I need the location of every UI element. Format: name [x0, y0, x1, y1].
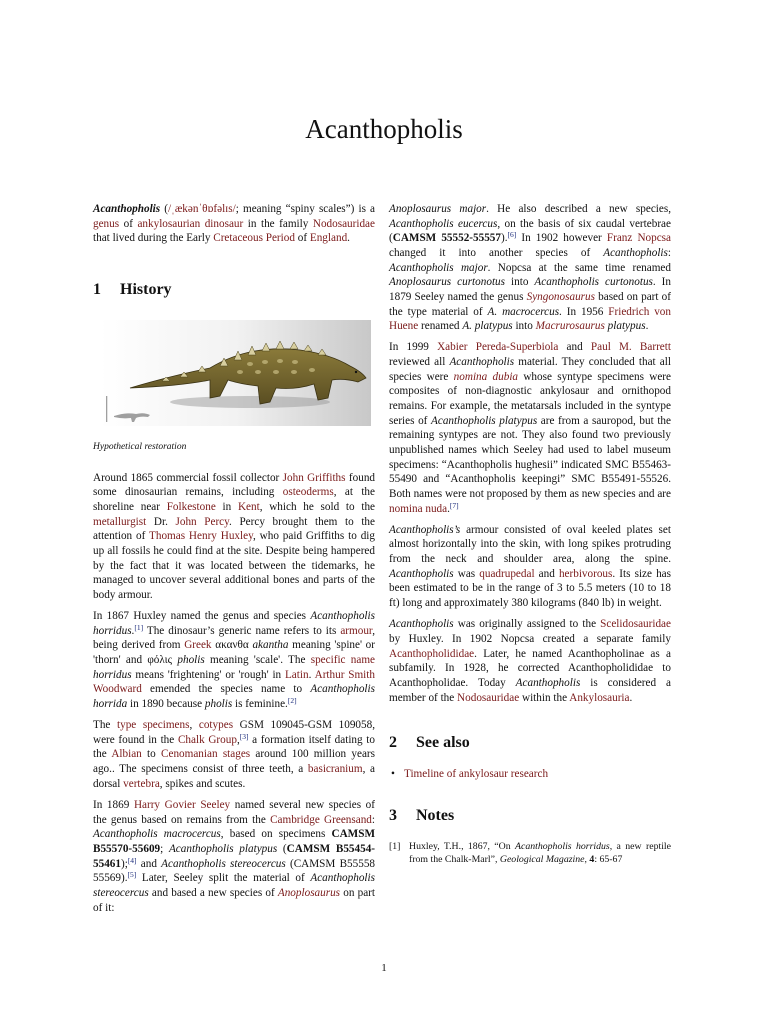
- link-arthur-smith-woodward[interactable]: Arthur Smith Woodward: [93, 668, 375, 696]
- link-syngonosaurus[interactable]: Syngonosaurus: [526, 290, 595, 303]
- left-column: [93, 202, 375, 922]
- citation-5[interactable]: [5]: [127, 870, 137, 880]
- right-paragraph-3: Acanthopholis’s armour consisted of oval keeled plates set almost horizontally into the skin, with long spikes protruding from the neck and shoulder area, along the spine. Acanthopholis was quadrupedal and herbivorous. Its size has been estimated to be in the range of 3 to 5.5 meters (10 to 18 ft) long and approximately 380 kilograms (840 lb) in weight.: [389, 523, 672, 610]
- link-franz-nopcsa[interactable]: Franz Nopcsa: [606, 232, 671, 245]
- section-heading-notes: 3 Notes: [389, 806, 455, 824]
- link-type-specimens[interactable]: type specimens: [117, 719, 190, 732]
- link-quadrupedal[interactable]: quadrupedal: [479, 567, 535, 580]
- intro-paragraph: Acanthopholis (/ˌækənˈθɒfəlɪs/; meaning “spiny scales”) is a genus of ankylosaurian dinosaur in the family Nodosauridae that lived during the Early Cretaceous Period of England.: [93, 203, 375, 245]
- link-xabier-pereda-superbiola[interactable]: Xabier Pereda-Superbiola: [437, 341, 559, 354]
- link-armour[interactable]: armour: [340, 624, 373, 637]
- citation-2[interactable]: [2]: [287, 695, 297, 705]
- right-paragraph-1: Anoplosaurus major. He also described a new species, Acanthopholis eucercus, on the basis of six caudal vertebrae (CAMSM 55552-55557).[6] In 1902 however Franz Nopcsa changed it into another species of Acanthopholis: Acanthopholis major. Nopcsa at the same time renamed Anoplosaurus curtonotus into Acanthopholis curtonotus. In 1879 Seeley named the genus Syngonosaurus based on part of the type material of A. macrocercus. In 1956 Friedrich von Huene renamed A. platypus into Macrurosaurus platypus.: [389, 203, 672, 333]
- link-john-percy[interactable]: John Percy: [175, 515, 230, 528]
- history-paragraph-4: In 1869 Harry Govier Seeley named several new species of the genus based on remains from the Cambridge Greensand: Acanthopholis macrocercus, based on specimens CAMSM B55570-55609; Acanthopholis platypus (CAMSM B55454-55461);[4] and Acanthopholis stereocercus (CAMSM B55558 55569).[5] Later, Seeley split the material of Acanthopholis stereocercus and based a new species of Anoplosaurus on part of it:: [93, 798, 376, 914]
- link-genus[interactable]: genus: [93, 217, 120, 230]
- citation-1[interactable]: [1]: [134, 622, 144, 632]
- link-herbivorous[interactable]: herbivorous: [558, 567, 613, 580]
- history-paragraph-2: In 1867 Huxley named the genus and species Acanthopholis horridus.[1] The dinosaur’s generic name refers to its armour, being derived from Greek ακανθα akantha meaning 'spine' or 'thorn' and φόλις pholis meaning 'scale'. The specific name horridus means 'frightening' or 'rough' in Latin. Arthur Smith Woodward emended the species name to Acanthopholis horrida in 1890 because pholis is feminine.[2]: [93, 610, 376, 710]
- reference-1: [389, 840, 671, 867]
- link-harry-govier-seeley[interactable]: Harry Govier Seeley: [133, 798, 231, 811]
- link-cretaceous[interactable]: Cretaceous Period: [213, 232, 295, 245]
- link-albian[interactable]: Albian: [111, 748, 142, 761]
- link-chalk-group[interactable]: Chalk Group: [177, 733, 237, 746]
- section-heading-see-also: 2 See also: [389, 734, 470, 752]
- link-thomas-henry-huxley[interactable]: Thomas Henry Huxley: [149, 530, 253, 543]
- link-paul-m-barrett[interactable]: Paul M. Barrett: [590, 341, 671, 354]
- link-cenomanian-stages[interactable]: Cenomanian stages: [161, 748, 251, 761]
- citation-7[interactable]: [7]: [449, 500, 459, 510]
- link-ankylosaurian[interactable]: ankylosaurian dinosaur: [137, 217, 244, 230]
- link-nomina-nuda[interactable]: nomina nuda: [389, 502, 448, 515]
- link-nodosauridae-2[interactable]: Nodosauridae: [457, 691, 520, 704]
- right-paragraph-4: Acanthopholis was originally assigned to the Scelidosauridae by Huxley. In 1902 Nopcsa created a separate family Acanthopholididae. Later, he named Acanthopholinae as a subfamily. In 1928, he corrected Acanthopholididae to Acanthopholidae. Today Acanthopholis is considered a member of the Nodosauridae within the Ankylosauria.: [389, 618, 671, 704]
- link-nodosauridae[interactable]: Nodosauridae: [312, 217, 375, 230]
- article-name: Acanthopholis: [93, 203, 161, 215]
- reference-text: Huxley, T.H., 1867, “On Acanthopholis horridus, a new reptile from the Chalk-Marl”, Geological Magazine, 4: 65-67: [409, 840, 671, 866]
- link-greek[interactable]: Greek: [184, 639, 212, 652]
- page-title: Acanthopholis: [305, 114, 463, 144]
- pronunciation-link[interactable]: /ˌækənˈθɒfəlɪs/: [168, 203, 236, 215]
- list-item: [404, 767, 671, 782]
- link-kent[interactable]: Kent: [237, 500, 260, 513]
- link-nomina-dubia[interactable]: nomina dubia: [453, 370, 519, 383]
- link-cotypes[interactable]: cotypes: [198, 719, 234, 732]
- link-cambridge-greensand[interactable]: Cambridge Greensand: [270, 813, 372, 826]
- link-basicranium[interactable]: basicranium: [307, 763, 363, 776]
- link-latin[interactable]: Latin: [284, 668, 309, 681]
- right-column: [389, 202, 671, 867]
- link-macrurosaurus[interactable]: Macrurosaurus: [535, 320, 605, 333]
- link-metallurgist[interactable]: metallurgist: [93, 515, 147, 528]
- link-acanthopholididae[interactable]: Acanthopholididae: [389, 647, 475, 660]
- citation-3[interactable]: [3]: [239, 731, 249, 741]
- figure-caption: Hypothetical restoration: [93, 441, 187, 452]
- link-scelidosauridae[interactable]: Scelidosauridae: [600, 618, 671, 631]
- link-england[interactable]: England: [309, 232, 348, 245]
- see-also-list: [389, 767, 671, 782]
- page-number: 1: [381, 962, 387, 974]
- link-specific-name[interactable]: specific name: [310, 654, 376, 666]
- history-paragraph-1: Around 1865 commercial fossil collector John Griffiths found some dinosaurian remains, including osteoderms, at the shoreline near Folkestone in Kent, which he sold to the metallurgist Dr. John Percy. Percy brought them to the attention of Thomas Henry Huxley, who paid Griffiths to dig up all fossils he could find at the site. Despite being hampered by the fact that it was located between the tidemarks, he managed to uncover several additional bones and parts of the body armour.: [93, 471, 376, 601]
- citation-6[interactable]: [6]: [507, 230, 517, 240]
- link-anoplosaurus[interactable]: Anoplosaurus: [277, 886, 341, 899]
- link-friedrich-von-huene[interactable]: Friedrich von Huene: [389, 305, 671, 333]
- right-paragraph-2: In 1999 Xabier Pereda-Superbiola and Paul M. Barrett reviewed all Acanthopholis material. They concluded that all species were nomina dubia whose syntype specimens were composites of non-diagnostic ankylosaur and ornithopod remains. For example, the metatarsals included in the syntype series of Acanthopholis platypus are from a sauropod, but the remaining syntypes are not. They also found two previously unpublished names which Seeley had used to label museum specimens: “Acanthopholis hughesii” indicated SMC B55463-55490 and “Acanthopholis keepingi” SMC B55491-55526. Both names were not proposed by them as new species and are nomina nuda.[7]: [389, 341, 671, 515]
- reference-number: [1]: [389, 840, 401, 852]
- citation-4[interactable]: [4]: [127, 855, 137, 865]
- link-vertebra[interactable]: vertebra: [123, 777, 160, 790]
- link-john-griffiths[interactable]: John Griffiths: [282, 471, 346, 484]
- link-folkestone[interactable]: Folkestone: [166, 500, 216, 513]
- link-timeline-ankylosaur-research[interactable]: Timeline of ankylosaur research: [404, 768, 549, 781]
- history-paragraph-3: The type specimens, cotypes GSM 109045-GSM 109058, were found in the Chalk Group,[3] a formation itself dating to the Albian to Cenomanian stages around 100 million years ago.. The specimens consist of three teeth, a basicranium, a dorsal vertebra, spikes and scutes.: [93, 719, 376, 790]
- link-osteoderms[interactable]: osteoderms: [282, 486, 334, 499]
- section-heading-history: 1 History: [93, 280, 172, 298]
- dinosaur-restoration-image: [100, 320, 371, 426]
- link-ankylosauria[interactable]: Ankylosauria: [569, 691, 630, 704]
